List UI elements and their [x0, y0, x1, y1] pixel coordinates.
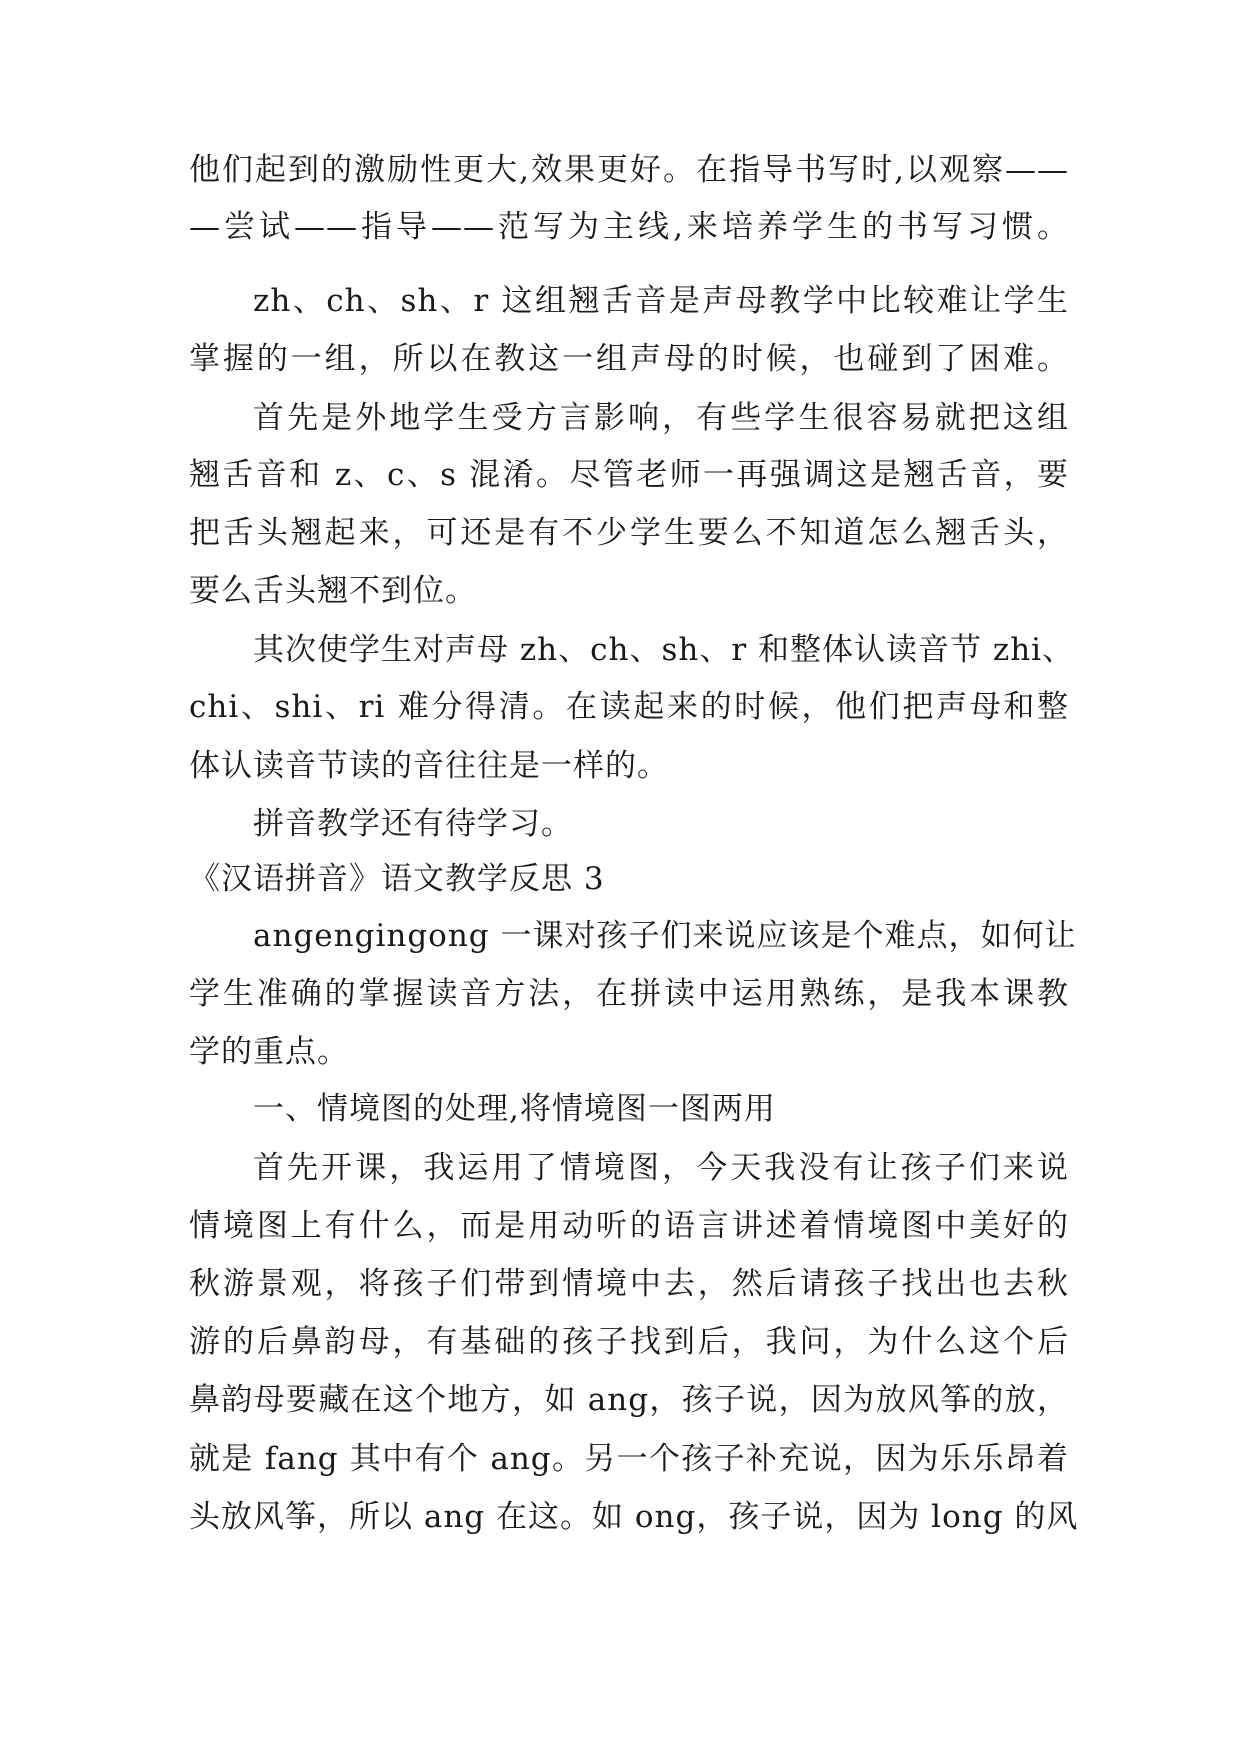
paragraph-first-line: 首先开课，我运用了情境图，今天我没有让孩子们来说	[253, 1150, 1069, 1186]
paragraph-first-line: zh、ch、sh、r 这组翘舌音是声母教学中比较难让学生	[253, 283, 1069, 319]
paragraph-first-line: angengingong 一课对孩子们来说应该是个难点，如何让	[253, 918, 1077, 954]
text-line-22: 鼻韵母要藏在这个地方，如 ang，孩子说，因为放风筝的放，	[189, 1382, 1069, 1418]
text-line-21: 游的后鼻韵母，有基础的孩子找到后，我问，为什么这个后	[189, 1324, 1069, 1360]
text-line-24: 头放风筝，所以 ang 在这。如 ong，孩子说，因为 long 的风	[189, 1499, 1079, 1535]
text-line-20: 秋游景观，将孩子们带到情境中去，然后请孩子找出也去秋	[189, 1266, 1069, 1302]
text-line-15: 学生准确的掌握读音方法，在拼读中运用熟练，是我本课教	[189, 976, 1069, 1012]
text-line-8: 要么舌头翘不到位。	[189, 573, 477, 609]
text-line-4: 掌握的一组，所以在教这一组声母的时候，也碰到了困难。	[189, 341, 1069, 377]
paragraph-first-line: 其次使学生对声母 zh、ch、sh、r 和整体认读音节 zhi、	[253, 632, 1075, 668]
subheading: 一、情境图的处理,将情境图一图两用	[253, 1091, 776, 1127]
text-line-7: 把舌头翘起来，可还是有不少学生要么不知道怎么翘舌头，	[189, 515, 1069, 551]
section-heading: 《汉语拼音》语文教学反思 3	[189, 861, 605, 897]
text-line-23: 就是 fang 其中有个 ang。另一个孩子补充说，因为乐乐昂着	[189, 1441, 1069, 1477]
text-line-11: 体认读音节读的音往往是一样的。	[189, 748, 669, 784]
text-line-16: 学的重点。	[189, 1034, 349, 1070]
paragraph-first-line: 拼音教学还有待学习。	[253, 806, 573, 842]
text-line-2: —尝试——指导——范写为主线,来培养学生的书写习惯。	[189, 209, 1069, 245]
text-line-10: chi、shi、ri 难分得清。在读起来的时候，他们把声母和整	[189, 689, 1069, 725]
text-line-6: 翘舌音和 z、c、s 混淆。尽管老师一再强调这是翘舌音，要	[189, 457, 1069, 493]
text-line-1: 他们起到的激励性更大,效果更好。在指导书写时,以观察——	[189, 152, 1069, 188]
text-line-19: 情境图上有什么，而是用动听的语言讲述着情境图中美好的	[189, 1208, 1069, 1244]
paragraph-first-line: 首先是外地学生受方言影响，有些学生很容易就把这组	[253, 400, 1069, 436]
